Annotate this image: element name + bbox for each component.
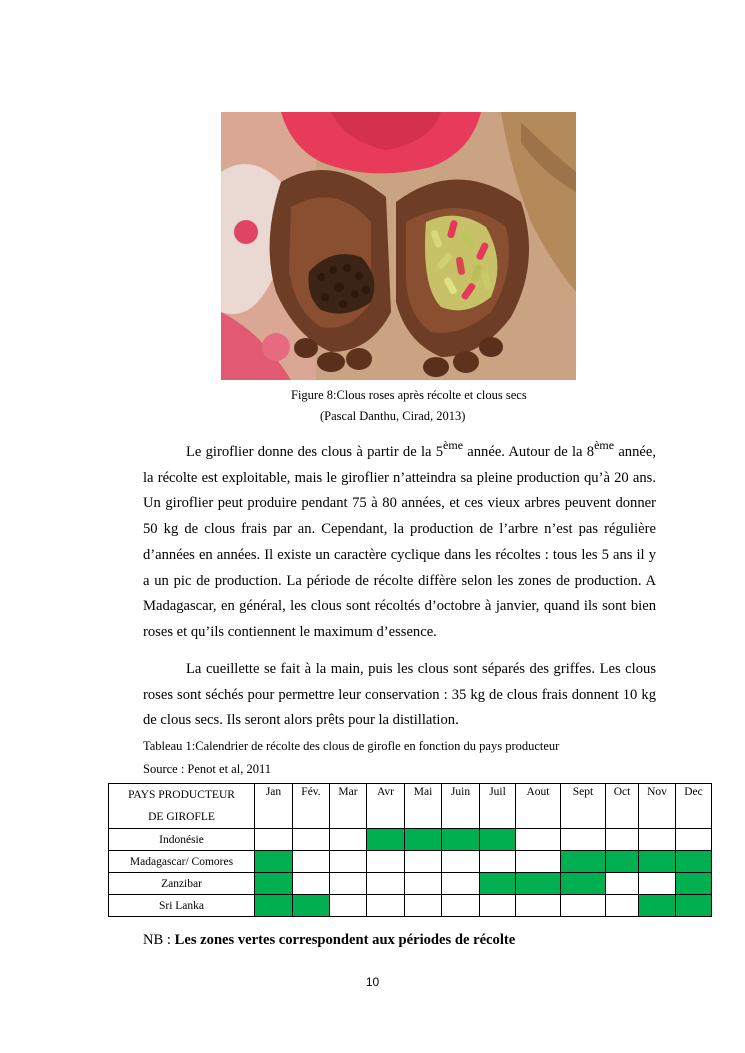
month-cell (442, 851, 480, 873)
month-header: Sept (561, 784, 606, 829)
table-row (109, 873, 712, 895)
month-header: Juil (480, 784, 516, 829)
harvest-month-cell (516, 873, 561, 895)
figure-caption: Figure 8:Clous roses après récolte et clous secs (291, 388, 527, 402)
harvest-month-cell (255, 895, 293, 917)
paragraph-1 (143, 440, 656, 646)
harvest-month-cell (639, 851, 676, 873)
harvest-month-cell (676, 895, 712, 917)
table-row (109, 895, 712, 917)
month-cell (330, 873, 367, 895)
paragraph-1-text-a: Le giroflier donne des clous à partir de la 5 (186, 444, 444, 460)
country-cell: Sri Lanka (109, 895, 255, 917)
harvest-month-cell (561, 851, 606, 873)
month-cell (442, 873, 480, 895)
page-number: 10 (365, 975, 380, 989)
country-cell: Madagascar/ Comores (109, 851, 255, 873)
month-header: Oct (606, 784, 639, 829)
month-cell (606, 895, 639, 917)
month-cell (561, 895, 606, 917)
country-cell: Indonésie (109, 829, 255, 851)
month-cell (516, 851, 561, 873)
month-header: Jan (255, 784, 293, 829)
month-cell (293, 851, 330, 873)
month-header: Nov (639, 784, 676, 829)
month-header: Aout (516, 784, 561, 829)
harvest-month-cell (606, 851, 639, 873)
month-header: Avr (367, 784, 405, 829)
country-cell: Zanzibar (109, 873, 255, 895)
harvest-month-cell (480, 829, 516, 851)
paragraph-1-text-b: année. Autour de la 8 (463, 444, 595, 460)
note-prefix: NB : (143, 932, 175, 948)
month-cell (255, 829, 293, 851)
clove-photo (221, 112, 576, 380)
harvest-month-cell (293, 895, 330, 917)
harvest-calendar-table (108, 783, 712, 917)
month-cell (405, 895, 442, 917)
harvest-month-cell (480, 873, 516, 895)
month-header: Mar (330, 784, 367, 829)
month-cell (405, 851, 442, 873)
month-cell (330, 895, 367, 917)
superscript-5th: ème (443, 438, 464, 452)
superscript-8th: ème (594, 438, 615, 452)
month-header: Juin (442, 784, 480, 829)
month-cell (367, 895, 405, 917)
figure-credit: (Pascal Danthu, Cirad, 2013) (320, 409, 466, 423)
month-cell (561, 829, 606, 851)
month-header: Mai (405, 784, 442, 829)
harvest-month-cell (561, 873, 606, 895)
table-row (109, 829, 712, 851)
month-cell (293, 829, 330, 851)
month-cell (639, 873, 676, 895)
country-header-line-1: PAYS PRODUCTEUR (128, 789, 235, 801)
month-cell (516, 895, 561, 917)
month-cell (367, 873, 405, 895)
month-cell (330, 829, 367, 851)
month-cell (606, 873, 639, 895)
month-cell (480, 895, 516, 917)
table-header-row (109, 784, 712, 829)
harvest-month-cell (676, 851, 712, 873)
month-cell (480, 851, 516, 873)
harvest-month-cell (367, 829, 405, 851)
month-cell (639, 829, 676, 851)
table-row (109, 851, 712, 873)
month-cell (442, 895, 480, 917)
month-cell (516, 829, 561, 851)
harvest-month-cell (442, 829, 480, 851)
country-header (109, 784, 255, 829)
paragraph-2: La cueillette se fait à la main, puis les clous sont séparés des griffes. Les clous roses sont séchés pour permettre leur conservation : 35 kg de clous frais donnent 10 kg de clous secs. Ils seront alors prêts pour la distillation. (143, 661, 656, 729)
month-cell (405, 873, 442, 895)
month-cell (293, 873, 330, 895)
note-bold-text: Les zones vertes correspondent aux périodes de récolte (174, 932, 516, 948)
harvest-month-cell (639, 895, 676, 917)
harvest-month-cell (255, 851, 293, 873)
month-header: Fév. (293, 784, 330, 829)
table-title: Tableau 1:Calendrier de récolte des clous de girofle en fonction du pays producteur (143, 739, 560, 753)
month-cell (367, 851, 405, 873)
harvest-month-cell (405, 829, 442, 851)
country-header-line-2: DE GIROFLE (148, 811, 215, 823)
month-cell (330, 851, 367, 873)
table-source: Source : Penot et al, 2011 (143, 762, 271, 776)
month-cell (606, 829, 639, 851)
paragraph-1-text-c: année, la récolte est exploitable, mais le giroflier n’atteindra sa pleine production qu’à 20 ans. Un giroflier peut produire pendant 75 à 80 années, et ces vieux arbres peuvent donner 50 kg de clous frais par an. Cependant, la production de l’arbre n’est pas régulière d’années en années. Il existe un caractère cyclique dans les récoltes : tous les 5 ans il y a un pic de production. La période de récolte diffère selon les zones de production. A Madagascar, en général, les clous sont récoltés d’octobre à janvier, quand ils sont bien roses et qu’ils contiennent le maximum d’essence. (143, 444, 656, 640)
harvest-month-cell (255, 873, 293, 895)
note (143, 932, 515, 949)
month-header: Dec (676, 784, 712, 829)
harvest-month-cell (676, 873, 712, 895)
month-cell (676, 829, 712, 851)
